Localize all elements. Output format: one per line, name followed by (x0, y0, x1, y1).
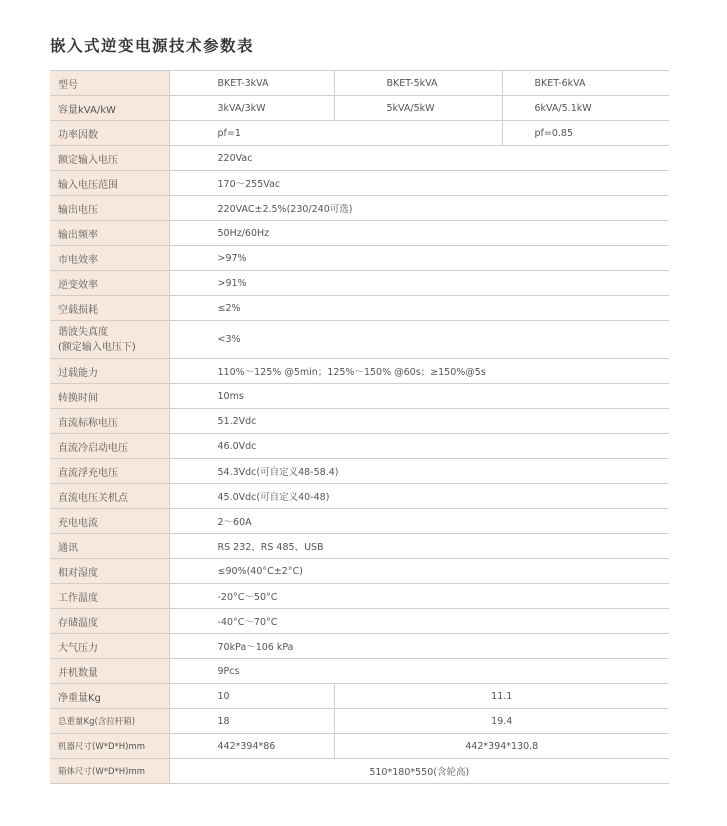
table-row (50, 384, 669, 409)
row-value: -20°C～50°C (169, 584, 669, 609)
row-label-line2: (额定输入电压下) (58, 341, 136, 353)
model-3kva: BKET-3kVA (169, 71, 334, 96)
table-row (50, 171, 669, 196)
row-label: 大气压力 (50, 634, 169, 659)
row-value: 51.2Vdc (169, 409, 669, 434)
capacity-3kva: 3kVA/3kW (169, 96, 334, 121)
model-5kva: BKET-5kVA (334, 71, 502, 96)
row-label: 箱体尺寸(W*D*H)mm (50, 759, 169, 784)
machine-size-5-6kva: 442*394*130.8 (334, 734, 669, 759)
table-row (50, 534, 669, 559)
table-row-harmonic (50, 321, 669, 359)
row-value: ≤2% (169, 296, 669, 321)
table-row-gross-weight (50, 709, 669, 734)
table-row-net-weight (50, 684, 669, 709)
table-row (50, 559, 669, 584)
table-row (50, 296, 669, 321)
row-label: 相对湿度 (50, 559, 169, 584)
table-row (50, 459, 669, 484)
row-value: 170～255Vac (169, 171, 669, 196)
row-value: 110%～125% @5min；125%～150% @60s；≥150%@5s (169, 359, 669, 384)
table-row (50, 246, 669, 271)
row-value: 220VAC±2.5%(230/240可选) (169, 196, 669, 221)
row-label: 净重量Kg (50, 684, 169, 709)
row-label-line1: 谐波失真度 (58, 326, 108, 338)
table-row-machine-size (50, 734, 669, 759)
box-size-value: 510*180*550(含轮高) (169, 759, 669, 784)
row-label: 容量kVA/kW (50, 96, 169, 121)
row-value: >97% (169, 246, 669, 271)
row-value: 45.0Vdc(可自定义40-48) (169, 484, 669, 509)
row-label: 直流标称电压 (50, 409, 169, 434)
row-label: 型号 (50, 71, 169, 96)
row-label: 总重量Kg(含拉杆箱) (50, 709, 169, 734)
row-value: <3% (169, 321, 669, 359)
row-label: 转换时间 (50, 384, 169, 409)
table-row (50, 634, 669, 659)
row-value: 46.0Vdc (169, 434, 669, 459)
machine-size-3kva: 442*394*86 (169, 734, 334, 759)
row-label: 机器尺寸(W*D*H)mm (50, 734, 169, 759)
capacity-5kva: 5kVA/5kW (334, 96, 502, 121)
table-row (50, 584, 669, 609)
row-value: 54.3Vdc(可自定义48-58.4) (169, 459, 669, 484)
table-row-model (50, 71, 669, 96)
row-value: RS 232、RS 485、USB (169, 534, 669, 559)
row-value: ≤90%(40°C±2°C) (169, 559, 669, 584)
row-label: 直流电压关机点 (50, 484, 169, 509)
net-weight-3kva: 10 (169, 684, 334, 709)
row-value: 70kPa～106 kPa (169, 634, 669, 659)
row-label: 直流冷启动电压 (50, 434, 169, 459)
gross-weight-5-6kva: 19.4 (334, 709, 669, 734)
row-label: 空载损耗 (50, 296, 169, 321)
table-row (50, 409, 669, 434)
row-label: 存储温度 (50, 609, 169, 634)
row-label: 市电效率 (50, 246, 169, 271)
table-row (50, 434, 669, 459)
row-label: 额定输入电压 (50, 146, 169, 171)
row-value: -40°C～70°C (169, 609, 669, 634)
gross-weight-3kva: 18 (169, 709, 334, 734)
row-label (50, 321, 169, 359)
row-label: 输出电压 (50, 196, 169, 221)
table-row-capacity (50, 96, 669, 121)
table-row (50, 509, 669, 534)
row-label: 工作温度 (50, 584, 169, 609)
capacity-6kva: 6kVA/5.1kW (502, 96, 669, 121)
row-value: 10ms (169, 384, 669, 409)
row-label: 功率因数 (50, 121, 169, 146)
row-label: 输入电压范围 (50, 171, 169, 196)
power-factor-6kva: pf=0.85 (502, 121, 669, 146)
row-label: 过载能力 (50, 359, 169, 384)
row-value: 9Pcs (169, 659, 669, 684)
row-value: >91% (169, 271, 669, 296)
table-row (50, 659, 669, 684)
row-label: 逆变效率 (50, 271, 169, 296)
table-row (50, 484, 669, 509)
model-6kva: BKET-6kVA (502, 71, 669, 96)
row-label: 直流浮充电压 (50, 459, 169, 484)
row-label: 充电电流 (50, 509, 169, 534)
net-weight-5-6kva: 11.1 (334, 684, 669, 709)
row-label: 输出频率 (50, 221, 169, 246)
table-row (50, 271, 669, 296)
row-label: 并机数量 (50, 659, 169, 684)
table-row (50, 609, 669, 634)
power-factor-3-5kva: pf=1 (169, 121, 502, 146)
table-row (50, 359, 669, 384)
table-row (50, 221, 669, 246)
table-row (50, 196, 669, 221)
table-row-box-size (50, 759, 669, 784)
table-row (50, 146, 669, 171)
row-value: 2～60A (169, 509, 669, 534)
row-value: 50Hz/60Hz (169, 221, 669, 246)
spec-table (50, 70, 669, 784)
page-title: 嵌入式逆变电源技术参数表 (50, 37, 255, 55)
row-value: 220Vac (169, 146, 669, 171)
table-row-power-factor (50, 121, 669, 146)
row-label: 通讯 (50, 534, 169, 559)
